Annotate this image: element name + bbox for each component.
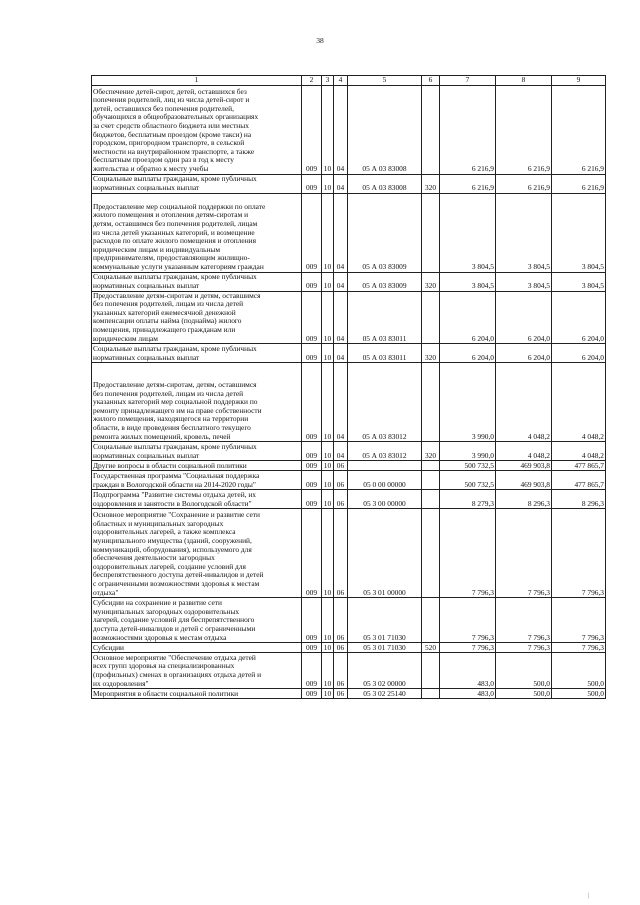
row-amount-col9: 4 048,2 (552, 363, 606, 442)
table-row (92, 272, 606, 291)
row-admin-code: 009 (302, 653, 322, 689)
row-target-code: 05 3 02 25140 (348, 689, 422, 699)
row-expense-type (422, 363, 440, 442)
table-row (92, 344, 606, 363)
row-amount-col8: 4 048,2 (496, 363, 552, 442)
row-expense-type (422, 461, 440, 471)
row-name: Обеспечение детей-сирот, детей, оставшихся без попечения родителей, лиц из числа детей-сирот и детей, оставшихся без попечения родителей, обучающихся в общеобразовательных организациях за счет средств областного бюджета или местных бюджетов, бесплатным проездом (кроме такси) на городском, пригородном транспорте, в сельской местности на внутрирайонном транспорте, а также бесплатным проездом один раз в год к месту жительства и обратно к месту учебы (92, 85, 302, 174)
footer-mark: | (588, 893, 590, 899)
row-subsection: 06 (334, 598, 348, 643)
row-amount-col8: 3 804,5 (496, 272, 552, 291)
row-amount-col7: 7 796,3 (440, 598, 496, 643)
row-section: 10 (322, 174, 334, 193)
row-subsection: 04 (334, 291, 348, 344)
row-amount-col9: 6 204,0 (552, 344, 606, 363)
row-expense-type (422, 598, 440, 643)
row-amount-col8: 3 804,5 (496, 193, 552, 272)
row-amount-col7: 500 732,5 (440, 471, 496, 490)
row-admin-code: 009 (302, 442, 322, 461)
table-row (92, 509, 606, 598)
row-admin-code: 009 (302, 509, 322, 598)
row-subsection: 06 (334, 509, 348, 598)
row-admin-code: 009 (302, 291, 322, 344)
row-subsection: 06 (334, 461, 348, 471)
row-expense-type: 320 (422, 272, 440, 291)
row-name: Основное мероприятие "Обеспечение отдыха детей всех групп здоровья на специализированных (профильных) сменах в организациях отдыха детей и их оздоровления" (92, 653, 302, 689)
row-amount-col8: 7 796,3 (496, 509, 552, 598)
row-amount-col7: 500 732,5 (440, 461, 496, 471)
row-subsection: 04 (334, 85, 348, 174)
table-row (92, 461, 606, 471)
row-section: 10 (322, 643, 334, 653)
row-amount-col8: 6 204,0 (496, 291, 552, 344)
row-subsection: 06 (334, 653, 348, 689)
row-name: Другие вопросы в области социальной политики (92, 461, 302, 471)
row-subsection: 06 (334, 490, 348, 509)
row-amount-col8: 469 903,8 (496, 461, 552, 471)
row-expense-type (422, 653, 440, 689)
row-section: 10 (322, 689, 334, 699)
row-amount-col8: 6 216,9 (496, 85, 552, 174)
row-amount-col7: 6 204,0 (440, 344, 496, 363)
row-subsection: 04 (334, 272, 348, 291)
row-amount-col8: 8 296,3 (496, 490, 552, 509)
row-target-code: 05 3 01 71030 (348, 598, 422, 643)
row-name: Подпрограмма "Развитие системы отдыха детей, их оздоровления и занятости в Вологодской области" (92, 490, 302, 509)
table-row (92, 174, 606, 193)
budget-table (91, 75, 606, 699)
row-admin-code: 009 (302, 643, 322, 653)
row-name: Социальные выплаты гражданам, кроме публичных нормативных социальных выплат (92, 174, 302, 193)
page-number: 38 (316, 36, 324, 45)
table-row (92, 363, 606, 442)
row-target-code: 05 А 03 83011 (348, 291, 422, 344)
row-amount-col7: 7 796,3 (440, 509, 496, 598)
table-row (92, 85, 606, 174)
row-section: 10 (322, 653, 334, 689)
row-target-code: 05 А 03 83008 (348, 174, 422, 193)
row-amount-col8: 469 903,8 (496, 471, 552, 490)
row-name: Предоставление детям-сиротам и детям, оставшимся без попечения родителей, лицам из числа детей указанных категорий ежемесячной денежной компенсации оплаты найма (поднайма) жилого помещения, принадлежащего гражданам или юридическим лицам (92, 291, 302, 344)
row-name: Государственная программа "Социальная поддержка граждан в Вологодской области на 2014-2020 годы" (92, 471, 302, 490)
row-target-code: 05 0 00 00000 (348, 471, 422, 490)
header-cell: 7 (440, 76, 496, 86)
row-expense-type (422, 471, 440, 490)
row-expense-type: 320 (422, 442, 440, 461)
row-target-code: 05 А 03 83012 (348, 442, 422, 461)
row-amount-col9: 500,0 (552, 653, 606, 689)
row-admin-code: 009 (302, 490, 322, 509)
row-name: Социальные выплаты гражданам, кроме публичных нормативных социальных выплат (92, 442, 302, 461)
row-target-code: 05 А 03 83009 (348, 193, 422, 272)
row-section: 10 (322, 344, 334, 363)
row-amount-col9: 6 216,9 (552, 85, 606, 174)
row-subsection: 04 (334, 442, 348, 461)
row-amount-col7: 7 796,3 (440, 643, 496, 653)
row-admin-code: 009 (302, 193, 322, 272)
row-amount-col8: 500,0 (496, 653, 552, 689)
row-admin-code: 009 (302, 272, 322, 291)
header-cell: 4 (334, 76, 348, 86)
row-amount-col9: 6 216,9 (552, 174, 606, 193)
row-expense-type (422, 193, 440, 272)
row-expense-type: 520 (422, 643, 440, 653)
header-cell: 6 (422, 76, 440, 86)
row-section: 10 (322, 461, 334, 471)
row-expense-type: 320 (422, 174, 440, 193)
row-expense-type (422, 509, 440, 598)
row-amount-col9: 477 865,7 (552, 461, 606, 471)
row-expense-type (422, 490, 440, 509)
row-amount-col9: 8 296,3 (552, 490, 606, 509)
table-row (92, 193, 606, 272)
row-section: 10 (322, 471, 334, 490)
row-target-code: 05 А 03 83008 (348, 85, 422, 174)
row-section: 10 (322, 509, 334, 598)
row-admin-code: 009 (302, 85, 322, 174)
row-amount-col8: 7 796,3 (496, 598, 552, 643)
row-admin-code: 009 (302, 689, 322, 699)
row-name: Субсидии на сохранение и развитие сети муниципальных загородных оздоровительных лагерей, создание условий для беспрепятственного доступа детей-инвалидов и детей с ограниченными возможностями здоровья к местам отдыха (92, 598, 302, 643)
row-name: Субсидии (92, 643, 302, 653)
row-target-code: 05 А 03 83012 (348, 363, 422, 442)
row-amount-col8: 6 216,9 (496, 174, 552, 193)
row-amount-col7: 3 804,5 (440, 193, 496, 272)
header-cell: 3 (322, 76, 334, 86)
row-section: 10 (322, 85, 334, 174)
table-row (92, 442, 606, 461)
row-subsection: 04 (334, 344, 348, 363)
row-amount-col9: 3 804,5 (552, 193, 606, 272)
row-subsection: 04 (334, 363, 348, 442)
row-target-code (348, 461, 422, 471)
row-target-code: 05 3 01 00000 (348, 509, 422, 598)
row-subsection: 06 (334, 689, 348, 699)
row-subsection: 04 (334, 174, 348, 193)
row-section: 10 (322, 291, 334, 344)
header-cell: 5 (348, 76, 422, 86)
row-expense-type (422, 291, 440, 344)
row-amount-col9: 477 865,7 (552, 471, 606, 490)
row-amount-col9: 6 204,0 (552, 291, 606, 344)
row-admin-code: 009 (302, 471, 322, 490)
table-row (92, 490, 606, 509)
row-amount-col7: 3 804,5 (440, 272, 496, 291)
row-subsection: 04 (334, 193, 348, 272)
row-amount-col9: 7 796,3 (552, 598, 606, 643)
row-amount-col8: 6 204,0 (496, 344, 552, 363)
row-section: 10 (322, 442, 334, 461)
row-amount-col9: 7 796,3 (552, 509, 606, 598)
row-section: 10 (322, 363, 334, 442)
row-amount-col7: 6 216,9 (440, 174, 496, 193)
row-amount-col8: 500,0 (496, 689, 552, 699)
row-amount-col9: 3 804,5 (552, 272, 606, 291)
row-amount-col7: 6 204,0 (440, 291, 496, 344)
row-amount-col9: 7 796,3 (552, 643, 606, 653)
header-cell: 8 (496, 76, 552, 86)
row-amount-col7: 8 279,3 (440, 490, 496, 509)
header-cell: 1 (92, 76, 302, 86)
row-admin-code: 009 (302, 174, 322, 193)
row-target-code: 05 3 00 00000 (348, 490, 422, 509)
table-row (92, 471, 606, 490)
header-cell: 2 (302, 76, 322, 86)
row-section: 10 (322, 272, 334, 291)
row-amount-col8: 7 796,3 (496, 643, 552, 653)
row-expense-type (422, 85, 440, 174)
header-cell: 9 (552, 76, 606, 86)
row-subsection: 06 (334, 471, 348, 490)
row-amount-col7: 483,0 (440, 689, 496, 699)
table-row (92, 291, 606, 344)
row-target-code: 05 3 01 71030 (348, 643, 422, 653)
table-row (92, 643, 606, 653)
row-amount-col7: 3 990,0 (440, 363, 496, 442)
row-amount-col7: 6 216,9 (440, 85, 496, 174)
row-amount-col9: 4 048,2 (552, 442, 606, 461)
row-amount-col7: 3 990,0 (440, 442, 496, 461)
row-admin-code: 009 (302, 344, 322, 363)
row-section: 10 (322, 490, 334, 509)
row-expense-type: 320 (422, 344, 440, 363)
table-header-row (92, 76, 606, 86)
table-row (92, 689, 606, 699)
row-section: 10 (322, 598, 334, 643)
row-name: Социальные выплаты гражданам, кроме публичных нормативных социальных выплат (92, 272, 302, 291)
row-name: Предоставление детям-сиротам, детям, оставшимся без попечения родителей, лицам из числа детей указанных категорий мер социальной поддержки по ремонту принадлежащего им на праве собственности жилого помещения, находящегося на территории области, в виде проведения бесплатного текущего ремонта жилых помещений, кровель, печей (92, 363, 302, 442)
row-name: Социальные выплаты гражданам, кроме публичных нормативных социальных выплат (92, 344, 302, 363)
row-target-code: 05 А 03 83009 (348, 272, 422, 291)
row-name: Мероприятия в области социальной политики (92, 689, 302, 699)
row-section: 10 (322, 193, 334, 272)
table-row (92, 598, 606, 643)
row-subsection: 06 (334, 643, 348, 653)
row-amount-col7: 483,0 (440, 653, 496, 689)
row-admin-code: 009 (302, 461, 322, 471)
row-admin-code: 009 (302, 363, 322, 442)
row-admin-code: 009 (302, 598, 322, 643)
row-name: Основное мероприятие "Сохранение и развитие сети областных и муниципальных загородных оздоровительных лагерей, а также комплекса муниципального имущества (зданий, сооружений, коммуникаций, оборудования), используемого для обеспечения деятельности загородных оздоровительных лагерей, создание условий для беспрепятственного доступа детей-инвалидов и детей с ограниченными возможностями здоровья к местам отдыха" (92, 509, 302, 598)
row-target-code: 05 А 03 83011 (348, 344, 422, 363)
row-name: Предоставление мер социальной поддержки по оплате жилого помещения и отопления детям-сиротам и детям, оставшимся без попечения родителей, лицам из числа детей указанных категорий, и возмещение расходов по оплате жилого помещения и отопления юридическим лицам и индивидуальным предпринимателям, предоставляющим жилищно- коммунальные услуги указанным категориям граждан (92, 193, 302, 272)
row-expense-type (422, 689, 440, 699)
row-amount-col8: 4 048,2 (496, 442, 552, 461)
row-target-code: 05 3 02 00000 (348, 653, 422, 689)
row-amount-col9: 500,0 (552, 689, 606, 699)
table-row (92, 653, 606, 689)
